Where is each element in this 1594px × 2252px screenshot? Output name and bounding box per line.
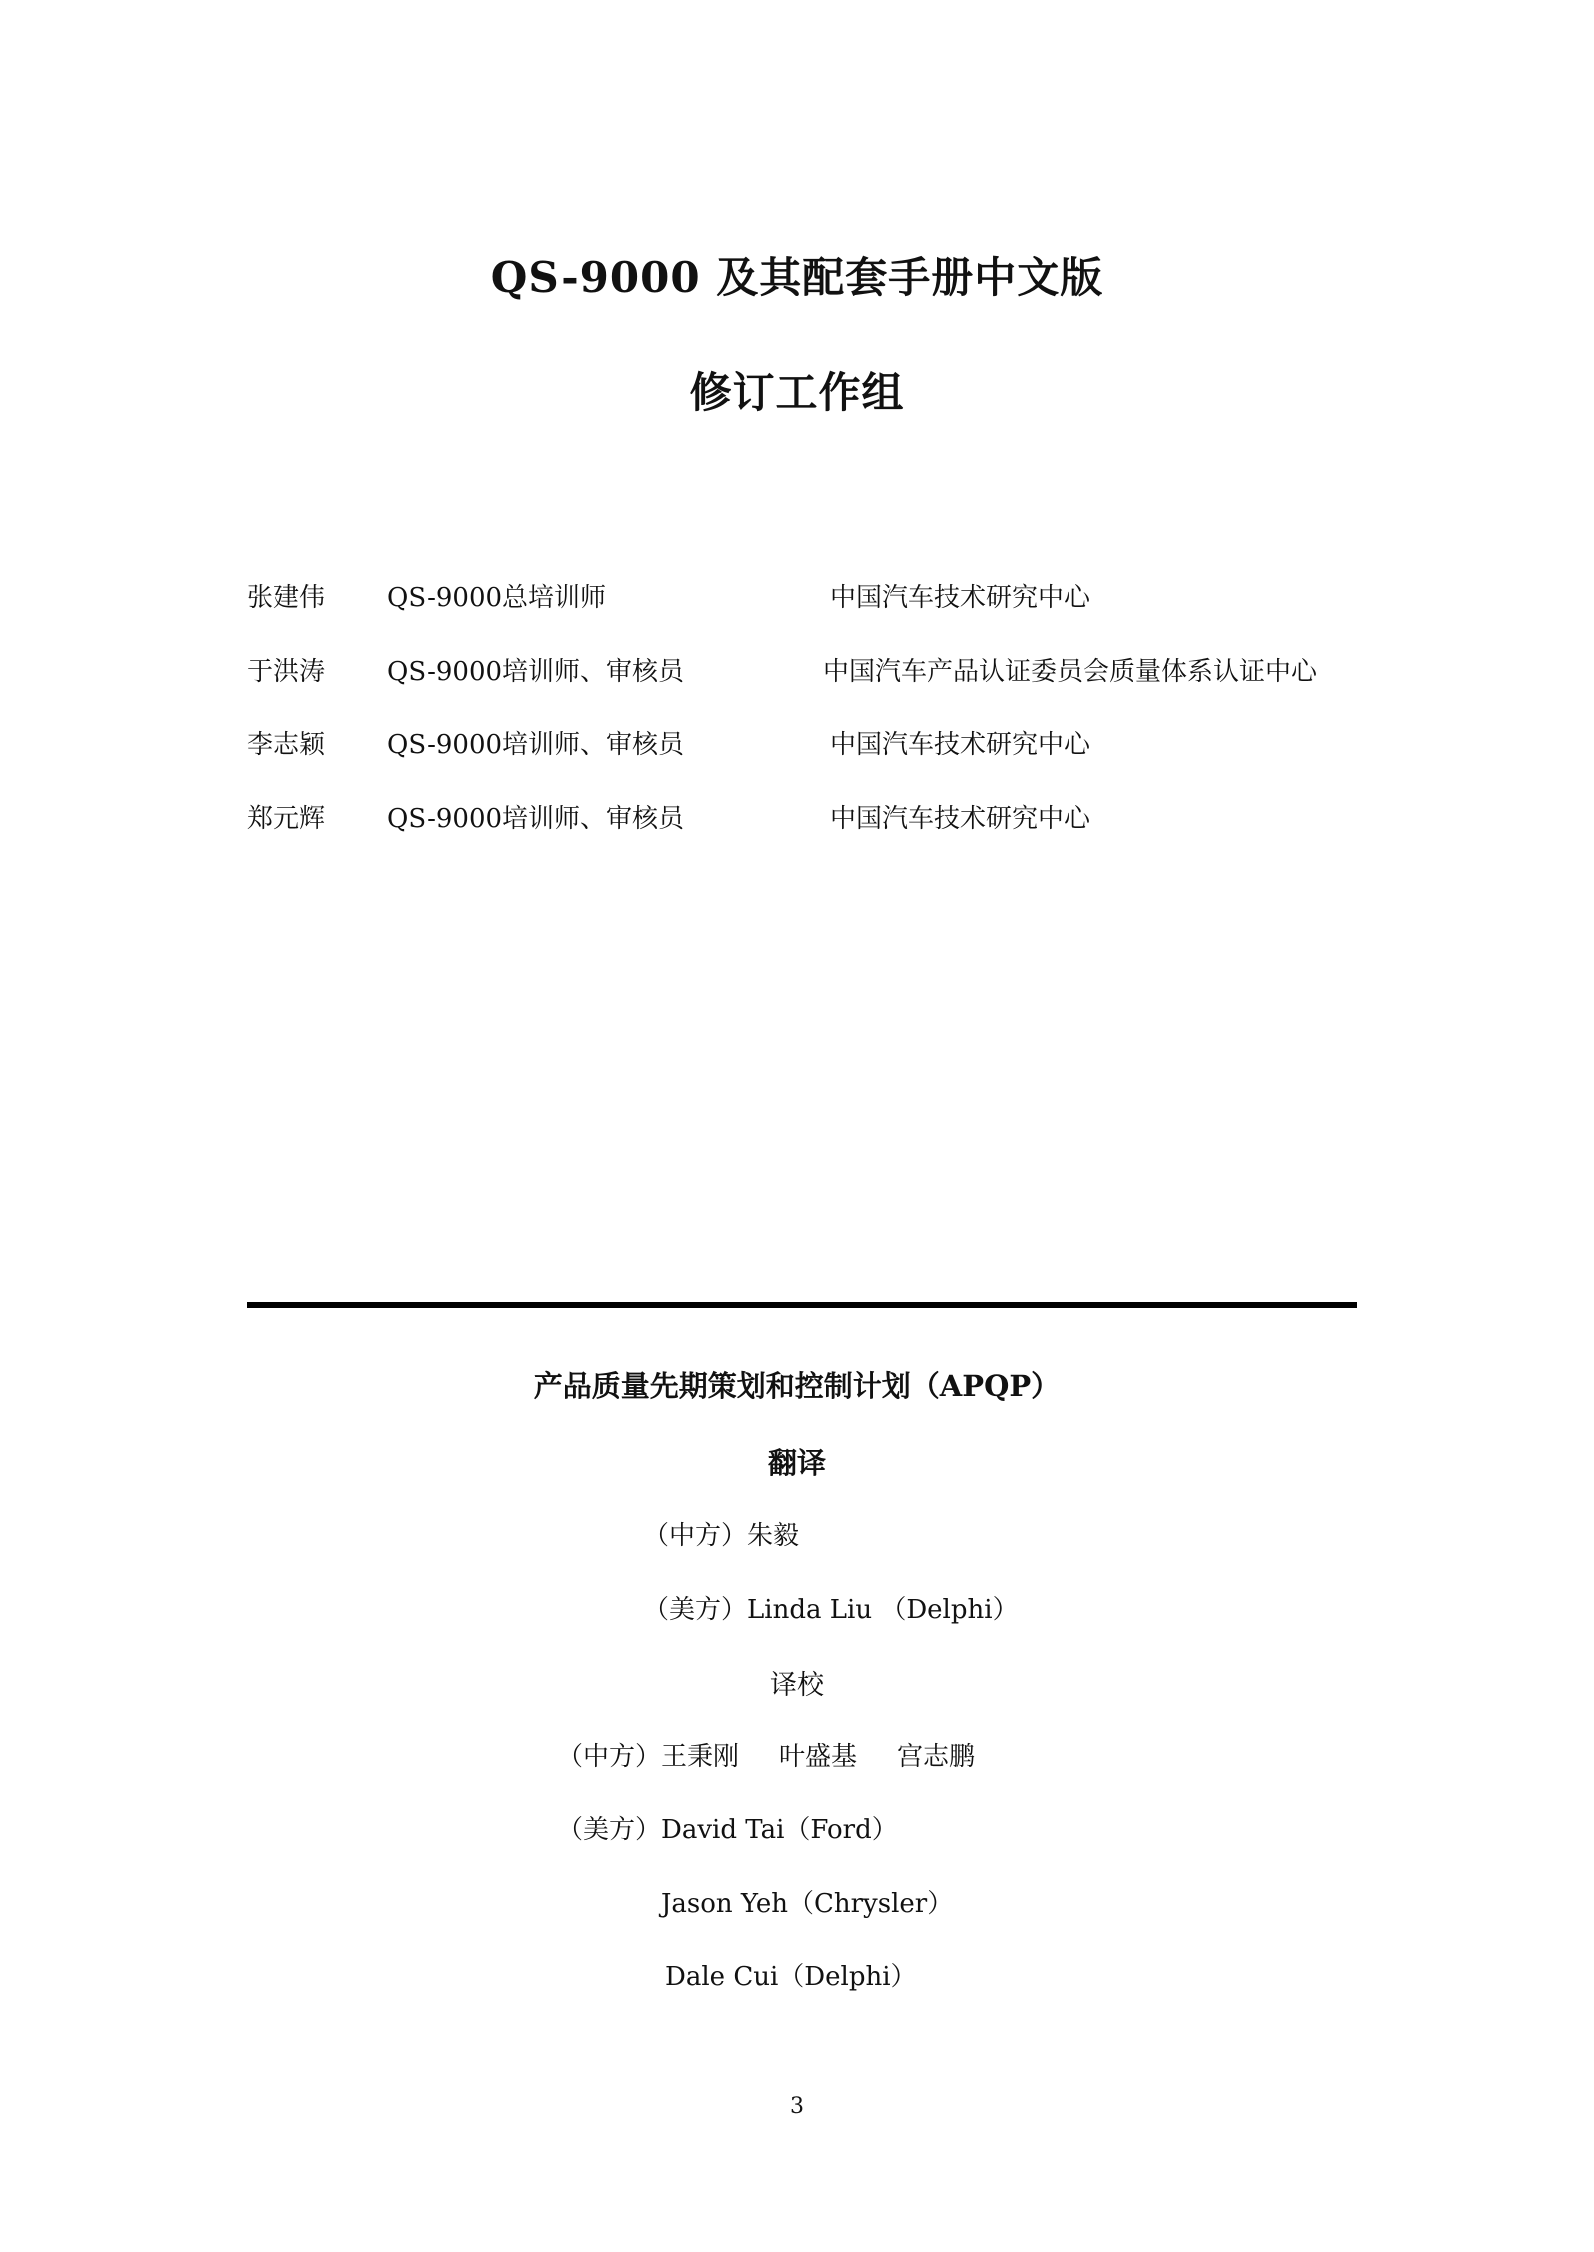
member-name: 张建伟 [247,583,326,613]
document-title: QS-9000 及其配套手册中文版 [490,253,1104,302]
team-member-row [0,651,1594,691]
member-name: 李志颖 [247,730,326,760]
proofreader-name: 宫志鹏 [897,1742,976,1772]
member-org: 中国汽车技术研究中心 [830,583,1091,613]
member-name: 于洪涛 [247,657,326,687]
section-divider [247,1302,1357,1308]
team-member-row [0,724,1594,764]
member-role: QS-9000培训师、审核员 [387,730,685,760]
page-number: 3 [790,2094,804,2119]
member-name: 郑元辉 [247,804,326,834]
credits-document-title: 产品质量先期策划和控制计划（APQP） [533,1369,1061,1403]
member-org: 中国汽车技术研究中心 [830,804,1091,834]
translation-heading: 翻译 [767,1446,826,1480]
translator-chinese: （中方）朱毅 [643,1521,800,1551]
member-org: 中国汽车产品认证委员会质量体系认证中心 [823,657,1318,687]
document-subtitle: 修订工作组 [689,368,905,417]
team-member-row [0,798,1594,838]
translator-us: （美方）Linda Liu （Delphi） [643,1595,1019,1625]
proofreading-heading: 译校 [770,1670,824,1701]
proofreader-name: 叶盛基 [779,1742,858,1772]
team-member-row [0,577,1594,617]
member-role: QS-9000培训师、审核员 [387,804,685,834]
member-org: 中国汽车技术研究中心 [830,730,1091,760]
proofreader-us: （美方）David Tai（Ford） [557,1815,898,1845]
proofreaders-chinese [557,1736,975,1773]
proofreader-name: 王秉刚 [661,1742,740,1772]
member-role: QS-9000培训师、审核员 [387,657,685,687]
proofreader-us-more: Dale Cui（Delphi） [665,1962,917,1992]
proofreaders-chinese-label: （中方） [557,1742,662,1772]
proofreader-us-more: Jason Yeh（Chrysler） [661,1889,954,1919]
member-role: QS-9000总培训师 [387,583,607,613]
